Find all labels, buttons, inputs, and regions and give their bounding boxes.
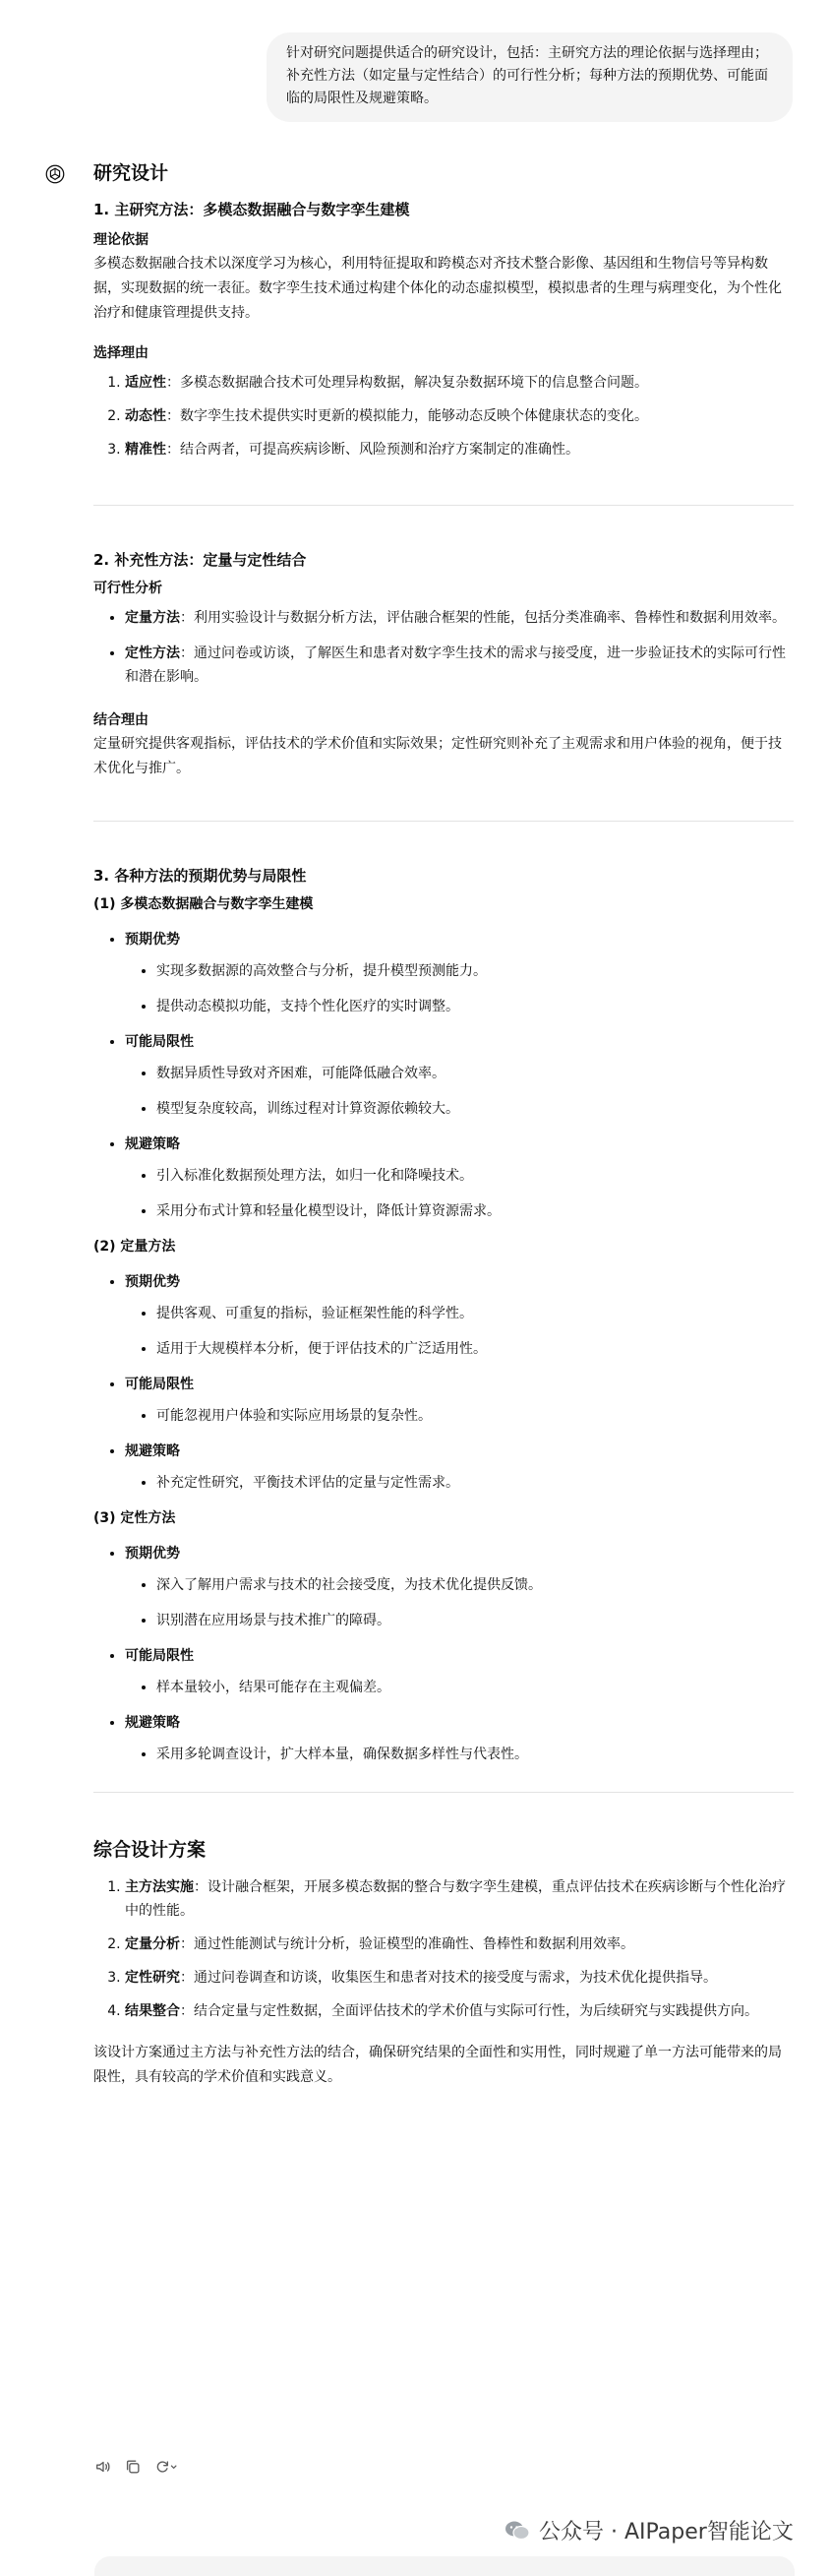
list-item: • 识别潜在应用场景与技术推广的障碍。 — [156, 1609, 794, 1632]
section-1-heading: 1. 主研究方法：多模态数据融合与数字孪生建模 — [93, 201, 410, 218]
section-2-heading: 2. 补充性方法：定量与定性结合 — [93, 551, 307, 569]
user-message-bubble — [267, 32, 793, 122]
method-2-groups — [93, 1270, 794, 1495]
list-item: • 补充定性研究，平衡技术评估的定量与定性需求。 — [156, 1471, 794, 1495]
selection-reason-label: 选择理由 — [93, 345, 148, 361]
list-item: • 可能局限性 • 可能忽视用户体验和实际应用场景的复杂性。 — [125, 1373, 794, 1428]
list-item: • 定性方法：通过问卷或访谈，了解医生和患者对数字孪生技术的需求与接受度，进一步验证技术的实际可行性和潜在影响。 — [125, 642, 794, 689]
combine-reason-label: 结合理由 — [93, 712, 148, 728]
user-message-text: 针对研究问题提供适合的研究设计，包括：主研究方法的理论依据与选择理由；补充性方法（如定量与定性结合）的可行性分析；每种方法的预期优势、可能面临的局限性及规避策略。 — [286, 45, 768, 106]
method-2-title: (2) 定量方法 — [93, 1239, 176, 1255]
divider — [93, 1792, 794, 1793]
selection-reason-list — [93, 371, 794, 461]
list-item: • 适用于大规模样本分析，便于评估技术的广泛适用性。 — [156, 1337, 794, 1361]
list-item: • 深入了解用户需求与技术的社会接受度，为技术优化提供反馈。 — [156, 1573, 794, 1597]
copy-icon[interactable] — [124, 2458, 142, 2476]
list-item: • 规避策略 • 引入标准化数据预处理方法，如归一化和降噪技术。 • 采用分布式计算和轻量化模型设计，降低计算资源需求。 — [125, 1133, 794, 1223]
divider — [93, 821, 794, 822]
message-toolbar — [94, 2458, 179, 2476]
list-item: 1. 主方法实施：设计融合框架，开展多模态数据的整合与数字孪生建模，重点评估技术在疾病诊断与个性化治疗中的性能。 — [125, 1875, 794, 1923]
feasibility-label: 可行性分析 — [93, 581, 162, 596]
list-item: • 引入标准化数据预处理方法，如归一化和降噪技术。 — [156, 1164, 794, 1188]
list-item: • 规避策略 • 补充定性研究，平衡技术评估的定量与定性需求。 — [125, 1440, 794, 1495]
list-item: • 样本量较小，结果可能存在主观偏差。 — [156, 1676, 794, 1699]
list-item: 3. 定性研究：通过问卷调查和访谈，收集医生和患者对技术的接受度与需求，为技术优化提供指导。 — [125, 1966, 794, 1990]
feasibility-list — [93, 606, 794, 689]
speaker-icon[interactable] — [94, 2458, 112, 2476]
list-item: • 预期优势 • 提供客观、可重复的指标，验证框架性能的科学性。 • 适用于大规模样本分析，便于评估技术的广泛适用性。 — [125, 1270, 794, 1361]
watermark — [504, 2515, 794, 2545]
method-1-title: (1) 多模态数据融合与数字孪生建模 — [93, 896, 314, 912]
list-item: • 可能局限性 • 样本量较小，结果可能存在主观偏差。 — [125, 1644, 794, 1699]
section-4-heading: 综合设计方案 — [93, 1839, 207, 1861]
method-1-groups — [93, 928, 794, 1223]
list-item: • 定量方法：利用实验设计与数据分析方法，评估融合框架的性能，包括分类准确率、鲁棒性和数据利用效率。 — [125, 606, 794, 630]
watermark-text: 公众号 · AIPaper智能论文 — [539, 2520, 794, 2545]
divider — [93, 505, 794, 506]
list-item: • 规避策略 • 采用多轮调查设计，扩大样本量，确保数据多样性与代表性。 — [125, 1711, 794, 1766]
list-item: • 预期优势 • 实现多数据源的高效整合与分析，提升模型预测能力。 • 提供动态模拟功能，支持个性化医疗的实时调整。 — [125, 928, 794, 1018]
method-3-groups — [93, 1542, 794, 1766]
list-item: 4. 结果整合：结合定量与定性数据，全面评估技术的学术价值与实际可行性，为后续研究与实践提供方向。 — [125, 1999, 794, 2023]
list-item: • 提供动态模拟功能，支持个性化医疗的实时调整。 — [156, 995, 794, 1018]
list-item: 2. 动态性：数字孪生技术提供实时更新的模拟能力，能够动态反映个体健康状态的变化。 — [125, 404, 794, 428]
theory-basis-text: 多模态数据融合技术以深度学习为核心，利用特征提取和跨模态对齐技术整合影像、基因组和生物信号等异构数据，实现数据的统一表征。数字孪生技术通过构建个体化的动态虚拟模型，模拟患者的生理与病理变化，为个性化治疗和健康管理提供支持。 — [93, 256, 782, 321]
list-item: • 可能忽视用户体验和实际应用场景的复杂性。 — [156, 1404, 794, 1428]
theory-basis-label: 理论依据 — [93, 232, 148, 248]
assistant-response — [93, 157, 794, 2090]
integrated-plan-list — [93, 1875, 794, 2023]
list-item: • 可能局限性 • 数据异质性导致对齐困难，可能降低融合效率。 • 模型复杂度较高，训练过程对计算资源依赖较大。 — [125, 1030, 794, 1121]
method-3-title: (3) 定性方法 — [93, 1510, 176, 1526]
list-item: • 提供客观、可重复的指标，验证框架性能的科学性。 — [156, 1302, 794, 1325]
list-item: • 预期优势 • 深入了解用户需求与技术的社会接受度，为技术优化提供反馈。 • 识别潜在应用场景与技术推广的障碍。 — [125, 1542, 794, 1632]
wechat-icon — [504, 2519, 531, 2543]
combine-reason-text: 定量研究提供客观指标，评估技术的学术价值和实际效果；定性研究则补充了主观需求和用户体验的视角，便于技术优化与推广。 — [93, 736, 782, 776]
list-item: 2. 定量分析：通过性能测试与统计分析，验证模型的准确性、鲁棒性和数据利用效率。 — [125, 1932, 794, 1956]
list-item: • 采用分布式计算和轻量化模型设计，降低计算资源需求。 — [156, 1199, 794, 1223]
list-item: • 数据异质性导致对齐困难，可能降低融合效率。 — [156, 1062, 794, 1085]
response-title: 研究设计 — [93, 162, 169, 184]
summary-text: 该设计方案通过主方法与补充性方法的结合，确保研究结果的全面性和实用性，同时规避了单一方法可能带来的局限性，具有较高的学术价值和实践意义。 — [93, 2045, 782, 2085]
list-item: • 模型复杂度较高，训练过程对计算资源依赖较大。 — [156, 1097, 794, 1121]
list-item: 3. 精准性：结合两者，可提高疾病诊断、风险预测和治疗方案制定的准确性。 — [125, 438, 794, 461]
regenerate-icon[interactable] — [153, 2458, 179, 2476]
list-item: • 采用多轮调查设计，扩大样本量，确保数据多样性与代表性。 — [156, 1743, 794, 1766]
section-3-heading: 3. 各种方法的预期优势与局限性 — [93, 867, 307, 885]
list-item: 1. 适应性：多模态数据融合技术可处理异构数据，解决复杂数据环境下的信息整合问题。 — [125, 371, 794, 395]
chatgpt-logo-icon — [45, 164, 65, 184]
composer-edge — [94, 2556, 795, 2576]
list-item: • 实现多数据源的高效整合与分析，提升模型预测能力。 — [156, 959, 794, 983]
